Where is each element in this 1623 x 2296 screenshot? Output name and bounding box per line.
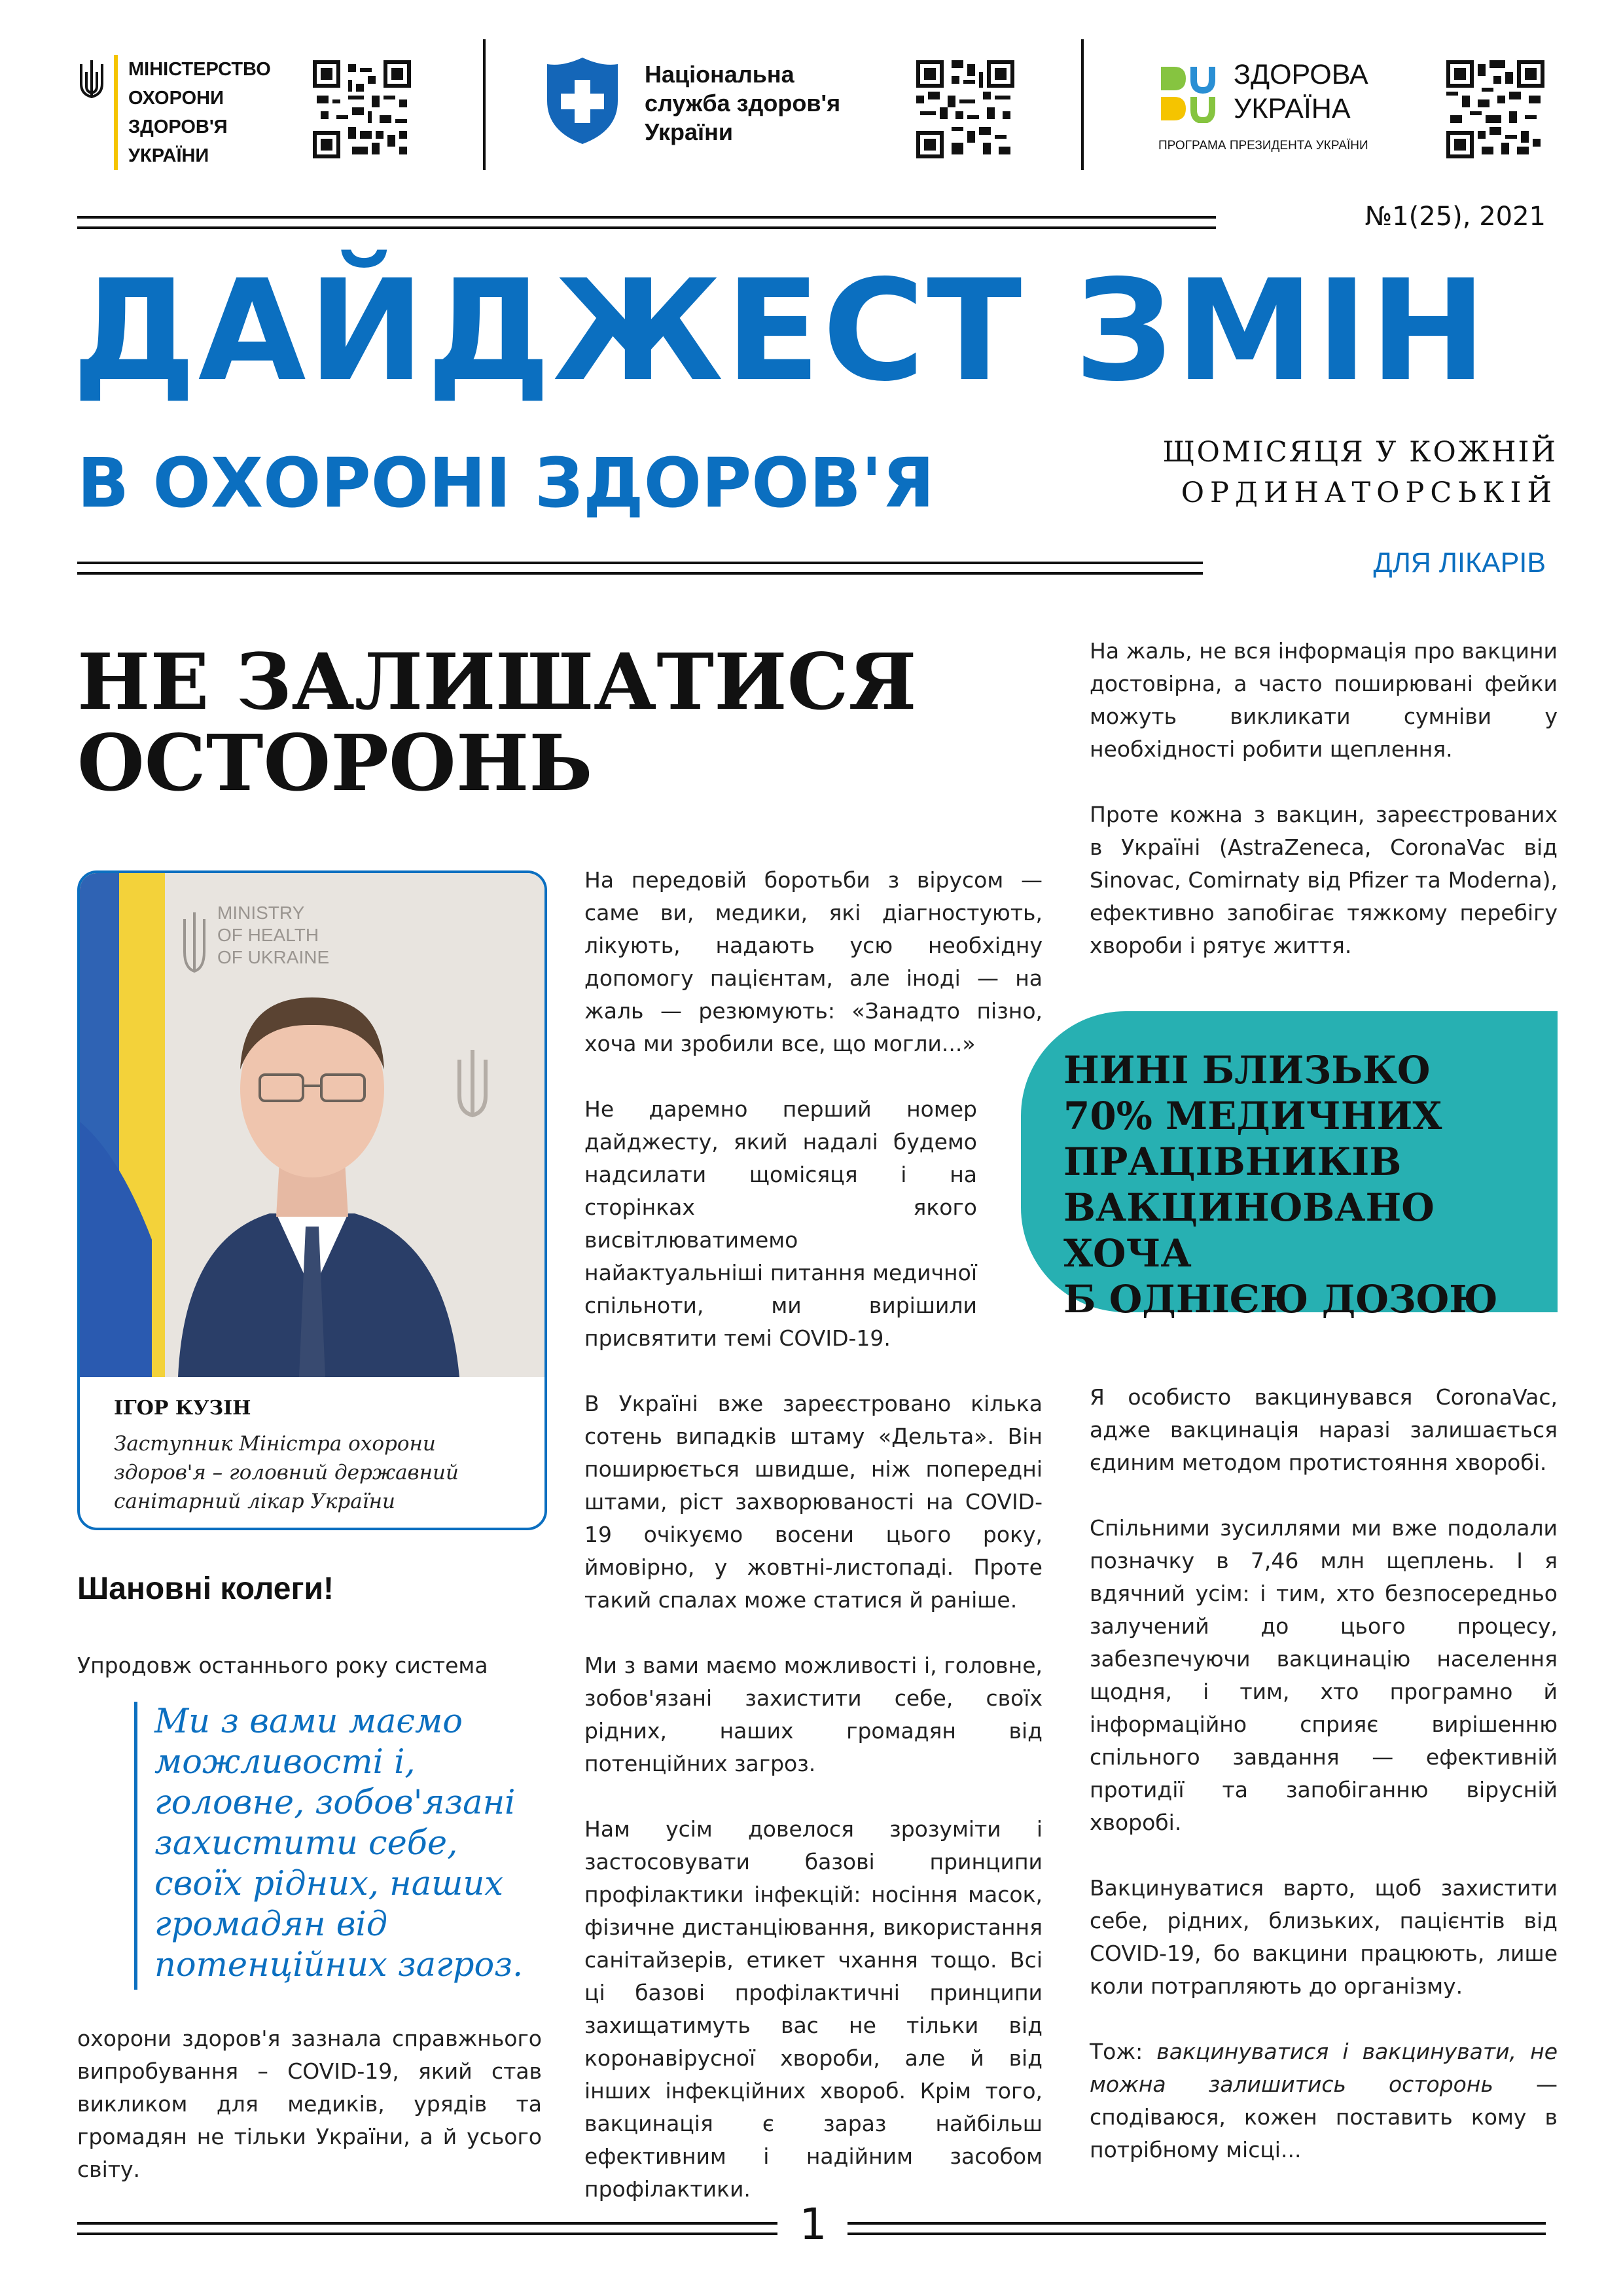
masthead-rule — [77, 216, 1216, 219]
col3-paragraph: На жаль, не вся інформація про вакцини достовірна, а часто поширювані фейки можуть викликати сумніви у необхідності робити щеплення. — [1090, 638, 1558, 762]
masthead-rule — [77, 562, 1203, 564]
column-2 — [584, 864, 1043, 2238]
masthead-rule — [77, 572, 1203, 575]
footer-rule — [77, 2222, 777, 2225]
col2-paragraph: Ми з вами маємо можливості і, головне, зобов'язані захистити себе, своїх рідних, наших громадян від потенційних загроз. — [584, 1653, 1043, 1776]
col2-paragraph: Нам усім довелося зрозуміти і застосовувати базові принципи профілактики інфекцій: носіння масок, фізичне дистанціювання, використання санітайзерів, етикет чхання тощо. Всі ці базові профілактичні принципи захищатимуть вас не тільки від коронавірусної хвороби, але й від інших інфекційних хвороб. Крім того, вакцинація є зараз найбільш ефективним і надійним засобом профілактики. — [584, 1816, 1043, 2202]
photo-backdrop-text: MINISTRY — [217, 903, 305, 923]
masthead-title: ДАЙДЖЕСТ ЗМІН — [72, 250, 1489, 412]
zu-name — [1234, 58, 1368, 126]
col2-paragraph: Не даремно перший номер дайджесту, який надалі будемо надсилати щомісяця і на сторінках якого висвітлюватимемо найактуальніші питання медичної спільноти, ми вирішили присвятити темі COVID-19. — [584, 1096, 977, 1351]
issue-number: №1(25), 2021 — [1364, 202, 1546, 232]
col3-paragraph: Вакцинуватися варто, щоб захистити себе, рідних, близьких, пацієнтів від COVID-19, бо вакцини працюють, лише коли потрапляють до організму. — [1090, 1875, 1558, 1999]
callout-line: НИНІ БЛИЗЬКО — [1063, 1048, 1431, 1092]
column-3-bottom — [1090, 1381, 1558, 2166]
col3-paragraph: Спільними зусиллями ми вже подолали позначку в 7,46 млн щеплень. І я вдячний усім: і тим, хто безпосередньо залучений до цього процесу, забезпечуючи вакцинацію населення щодня, і тим, хто програмно й інформаційно сприяє вирішенню спільного завдання — ефективній протидії та запобіганню вірусній хворобі. — [1090, 1515, 1558, 1835]
audience-label: ДЛЯ ЛІКАРІВ — [1373, 547, 1546, 579]
footer-rule — [847, 2222, 1546, 2225]
moh-name-line: УКРАЇНИ — [128, 145, 209, 166]
pull-quote-bar — [134, 1702, 137, 1990]
nszu-name-line: України — [645, 118, 734, 145]
col3-closing-tail: — сподіваюся, кожен поставить кому в потрібному місці... — [1090, 2072, 1558, 2162]
trident-icon — [77, 58, 106, 103]
zu-name-line: УКРАЇНА — [1234, 93, 1351, 124]
zdorova-ukraina-logo-icon — [1158, 64, 1224, 123]
header-divider — [1081, 39, 1084, 170]
page-number: 1 — [799, 2199, 827, 2250]
greeting: Шановні колеги! — [77, 1571, 334, 1606]
col2-paragraph: В Україні вже зареєстровано кілька сотень випадків штаму «Дельта». Він поширюється швидше, ніж попередні штами, ріст захворюваності на COVID-19 очікуємо восени цього року, ймовірно, у жовтні-листопаді. Проте такий спалах може статися й раніше. — [584, 1391, 1043, 1613]
article-headline — [77, 636, 1007, 808]
nszu-name — [645, 60, 840, 147]
pull-quote: Ми з вами маємо можливості і, головне, зобов'язані захистити себе, своїх рідних, наших громадян від потенційних загроз. — [154, 1702, 524, 1984]
col3-paragraph: Я особисто вакцинувався CoronaVac, адже вакцинація наразі залишається єдиним методом протистояння хворобі. — [1090, 1384, 1558, 1475]
footer-rule — [847, 2233, 1546, 2235]
column-3-top — [1090, 635, 1558, 995]
qr-code-icon[interactable] — [313, 60, 411, 158]
photo-backdrop-text: OF UKRAINE — [217, 947, 330, 967]
col3-closing — [1090, 2036, 1558, 2166]
callout-line: ВАКЦИНОВАНО ХОЧА — [1063, 1185, 1435, 1276]
logo-yellow-bar — [114, 55, 118, 170]
col1-outro: охорони здоров'я зазнала справжнього випробування – COVID-19, який став викликом для медиків, урядів та громадян не тільки України, а й усього світу. — [77, 2026, 542, 2182]
photo-backdrop-text: OF HEALTH — [217, 925, 319, 945]
masthead-rule — [77, 226, 1216, 229]
zu-name-line: ЗДОРОВА — [1234, 59, 1368, 90]
nszu-name-line: Національна — [645, 61, 794, 88]
col3-paragraph: Проте кожна з вакцин, зареєстрованих в Україні (AstraZeneca, CoronaVac від Sinovac, Comirnaty від Pfizer та Moderna), ефективно запобігає тяжкому перебігу хвороби і рятує життя. — [1090, 802, 1558, 958]
col3-closing-lead: Тож: — [1090, 2039, 1157, 2064]
callout-line: 70% МЕДИЧНИХ — [1063, 1094, 1442, 1138]
callout-line: Б ОДНІЄЮ ДОЗОЮ — [1063, 1277, 1498, 1321]
header-divider — [483, 39, 486, 170]
moh-name-line: МІНІСТЕРСТВО — [128, 59, 271, 80]
callout-line: ПРАЦІВНИКІВ — [1063, 1139, 1402, 1184]
col2-paragraph: На передовій боротьби з вірусом — саме ви, медики, які діагностують, лікують, надають усю необхідну допомогу пацієнтам, але іноді — на жаль — резюмують: «Занадто пізно, хоча ми зробили все, що могли...» — [584, 867, 1043, 1056]
nszu-name-line: служба здоров'я — [645, 90, 841, 117]
callout-text — [1063, 1047, 1541, 1322]
tagline-line: ЩОМІСЯЦЯ У КОЖНІЙ — [1162, 436, 1558, 469]
author-role: Заступник Міністра охорони здоров'я – головний державний санітарний лікар України — [114, 1432, 459, 1513]
moh-name-line: ЗДОРОВ'Я — [128, 117, 228, 137]
qr-code-icon[interactable] — [1446, 60, 1544, 158]
headline-line: ОСТОРОНЬ — [77, 717, 593, 808]
headline-line: НЕ ЗАЛИШАТИСЯ — [77, 636, 917, 727]
col3-closing-emphasis: вакцинуватися і вакцинувати, не можна залишитись осторонь — [1090, 2039, 1558, 2097]
author-photo — [80, 873, 544, 1377]
author-card — [77, 870, 547, 1530]
col1-intro: Упродовж останнього року система — [77, 1653, 488, 1678]
moh-name — [128, 55, 271, 170]
masthead-subtitle: В ОХОРОНІ ЗДОРОВ'Я — [77, 443, 935, 523]
shield-cross-icon — [543, 55, 622, 147]
tagline-line: ОРДИНАТОРСЬКІЙ — [1181, 476, 1558, 509]
footer-rule — [77, 2233, 777, 2235]
author-name: ІГОР КУЗІН — [114, 1397, 251, 1420]
qr-code-icon[interactable] — [916, 60, 1014, 158]
moh-name-line: ОХОРОНИ — [128, 88, 224, 109]
zu-tagline: ПРОГРАМА ПРЕЗИДЕНТА УКРАЇНИ — [1158, 139, 1368, 152]
masthead-tagline — [1099, 432, 1558, 513]
